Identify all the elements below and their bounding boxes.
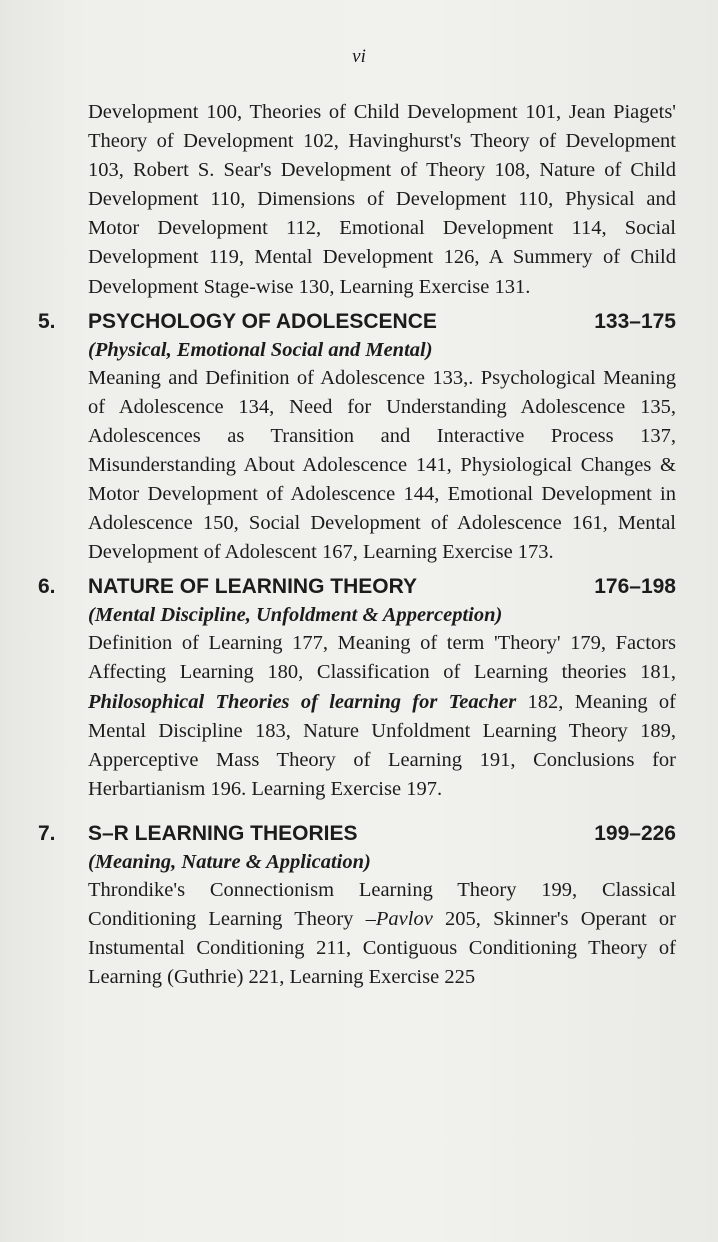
page-number: vi <box>352 46 366 67</box>
chapter-page-range: 199–226 <box>594 821 676 845</box>
table-of-contents <box>38 98 676 992</box>
contents-text: Throndike's Connectionism Learning Theory 199, Classical Conditioning Learning Theory – <box>88 878 676 930</box>
chapter-title: PSYCHOLOGY OF ADOLESCENCE <box>88 309 437 333</box>
chapter-subtitle: (Physical, Emotional Social and Mental) <box>88 338 433 361</box>
chapter-heading <box>38 820 676 848</box>
chapter-contents: Meaning and Definition of Adolescence 133,. Psychological Meaning of Adolescence 134, Need for Understanding Adolescence 135, Adolescences as Transition and Interactive Process 137, Misunderstanding About Adolescence 141, Physiological Changes & Motor Development of Adolescence 144, Emotional Development in Adolescence 150, Social Development of Adolescence 161, Mental Development of Adolescent 167, Learning Exercise 173. <box>88 366 676 564</box>
chapter-heading <box>38 573 676 601</box>
chapter-entry-7 <box>38 820 676 992</box>
chapter-title: NATURE OF LEARNING THEORY <box>88 575 417 599</box>
emphasized-topic: Philosophical Theories of learning for Teacher <box>88 690 517 713</box>
contents-text: 182, Meaning of Mental Discipline 183, Nature Unfoldment Learning Theory 189, Apperceptive Mass Theory of Learning 191, Conclusions for Herbartianism 196. Learning Exercise 197. <box>88 690 676 800</box>
chapter-heading <box>38 308 676 336</box>
chapter-subtitle: (Meaning, Nature & Application) <box>88 850 371 873</box>
continued-chapter-contents: Development 100, Theories of Child Development 101, Jean Piagets' Theory of Development 102, Havinghurst's Theory of Development 103, Robert S. Sear's Development of Theory 108, Nature of Child Development 110, Dimensions of Development 110, Physical and Motor Development 112, Emotional Development 114, Social Development 119, Mental Development 126, A Summery of Child Development Stage-wise 130, Learning Exercise 131. <box>88 101 676 298</box>
chapter-contents <box>88 876 676 992</box>
chapter-contents <box>88 629 676 804</box>
chapter-number: 7. <box>38 821 56 845</box>
chapter-title: S–R LEARNING THEORIES <box>88 821 358 845</box>
chapter-entry-6 <box>38 573 676 804</box>
chapter-number: 5. <box>38 309 56 333</box>
chapter-entry-5 <box>38 308 676 568</box>
author-name: Pavlov <box>375 907 433 930</box>
contents-text: 205, Skinner's Operant or Instumental Conditioning 211, Contiguous Conditioning Theory of Learning (Guthrie) 221, Learning Exercise 225 <box>88 907 677 989</box>
chapter-page-range: 176–198 <box>594 575 676 599</box>
contents-text: Definition of Learning 177, Meaning of term 'Theory' 179, Factors Affecting Learning 180, Classification of Learning theories 181, <box>88 632 676 684</box>
chapter-subtitle: (Mental Discipline, Unfoldment & Apperception) <box>88 604 503 627</box>
chapter-number: 6. <box>38 575 56 599</box>
chapter-page-range: 133–175 <box>594 309 676 333</box>
